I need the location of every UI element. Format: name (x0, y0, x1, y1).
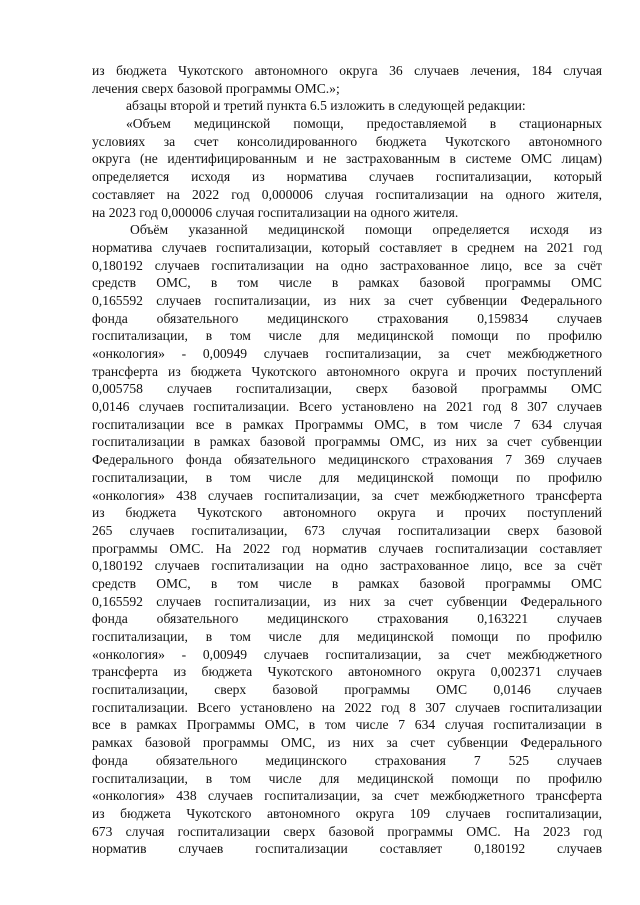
text-line: госпитализации, в том числе для медицинской помощи по профилю (92, 629, 602, 644)
text-line: составляет на 2022 год 0,000006 случая госпитализации на одного жителя, (92, 186, 602, 202)
text-line: фонда обязательного медицинского страхования 0,163221 случаев (92, 611, 602, 627)
text-line: трансферта из бюджета Чукотского автономного округа 0,002371 случаев (92, 664, 602, 680)
text-line: госпитализации, сверх базовой программы ОМС 0,0146 случаев (92, 682, 602, 698)
text-line: 673 случая госпитализации сверх базовой программы ОМС. На 2023 год (92, 823, 602, 839)
text-line: из бюджета Чукотского автономного округа 109 случаев госпитализации, (92, 805, 602, 821)
text-line: «онкология» - 0,00949 случаев госпитализации, за счет межбюджетного (92, 646, 602, 662)
text-line: фонда обязательного медицинского страхования 7 525 случаев (92, 752, 602, 768)
text-line: госпитализации, в том числе для медицинской помощи по профилю (92, 469, 602, 485)
text-line: 0,165592 случаев госпитализации, из них за счет субвенции Федерального (92, 292, 602, 308)
text-line: все в рамках Программы ОМС, в том числе 7 634 случая госпитализации в (92, 717, 602, 733)
text-line: определяется исходя из норматива случаев госпитализации, который (92, 169, 602, 185)
document-body (92, 62, 602, 858)
text-line: «онкология» 438 случаев госпитализации, за счет межбюджетного трансферта (92, 788, 602, 804)
text-line: средств ОМС, в том числе в рамках базовой программы ОМС (92, 575, 602, 591)
text-line: 265 случаев госпитализации, 673 случая госпитализации сверх базовой (92, 522, 602, 538)
text-line: 0,005758 случаев госпитализации, сверх базовой программы ОМС (92, 381, 602, 397)
text-line: абзацы второй и третий пункта 6.5 изложить в следующей редакции: (126, 98, 526, 114)
text-line: условиях за счет консолидированного бюджета Чукотского автономного (92, 133, 602, 149)
text-line: «онкология» 438 случаев госпитализации, за счет межбюджетного трансферта (92, 487, 602, 503)
text-line: из бюджета Чукотского автономного округа и прочих поступлений (92, 505, 602, 521)
text-line: трансферта из бюджета Чукотского автономного округа и прочих поступлений (92, 363, 602, 379)
text-line: из бюджета Чукотского автономного округа 36 случаев лечения, 184 случая (92, 63, 602, 78)
text-line: Федерального фонда обязательного медицинского страхования 7 369 случаев (92, 452, 602, 468)
text-line: Объём указанной медицинской помощи определяется исходя из (130, 222, 602, 238)
text-line: на 2023 год 0,000006 случая госпитализации на одного жителя. (92, 204, 459, 220)
text-line: госпитализации, в том числе для медицинской помощи по профилю (92, 328, 602, 344)
text-line: госпитализации в рамках базовой программы ОМС, из них за счет субвенции (92, 434, 602, 450)
text-line: «онкология» - 0,00949 случаев госпитализации, за счет межбюджетного (92, 346, 602, 361)
text-line: программы ОМС. На 2022 год норматив случаев госпитализации составляет (92, 540, 602, 556)
text-line: 0,165592 случаев госпитализации, из них за счет субвенции Федерального (92, 593, 602, 609)
text-line: госпитализации все в рамках Программы ОМС, в том числе 7 634 случая (92, 416, 602, 432)
text-line: рамках базовой программы ОМС, из них за счет субвенции Федерального (92, 735, 602, 751)
text-line: 0,180192 случаев госпитализации на одно застрахованное лицо, все за счёт (92, 257, 602, 273)
text-line: фонда обязательного медицинского страхования 0,159834 случаев (92, 310, 602, 326)
text-line: лечения сверх базовой программы ОМС.»; (92, 80, 340, 96)
text-line: госпитализации, в том числе для медицинской помощи по профилю (92, 770, 602, 786)
text-line: норматива случаев госпитализации, который составляет в среднем на 2021 год (92, 239, 602, 255)
text-line: округа (не идентифицированным и не застрахованным в системе ОМС лицам) (92, 151, 602, 167)
text-line: норматив случаев госпитализации составляет 0,180192 случаев (92, 841, 602, 857)
text-line: 0,180192 случаев госпитализации на одно застрахованное лицо, все за счёт (92, 558, 602, 574)
text-line: 0,0146 случаев госпитализации. Всего установлено на 2021 год 8 307 случаев (92, 399, 602, 415)
text-line: средств ОМС, в том числе в рамках базовой программы ОМС (92, 275, 602, 291)
text-line: госпитализации. Всего установлено на 2022 год 8 307 случаев госпитализации (92, 699, 602, 715)
text-line: «Объем медицинской помощи, предоставляемой в стационарных (126, 116, 602, 132)
